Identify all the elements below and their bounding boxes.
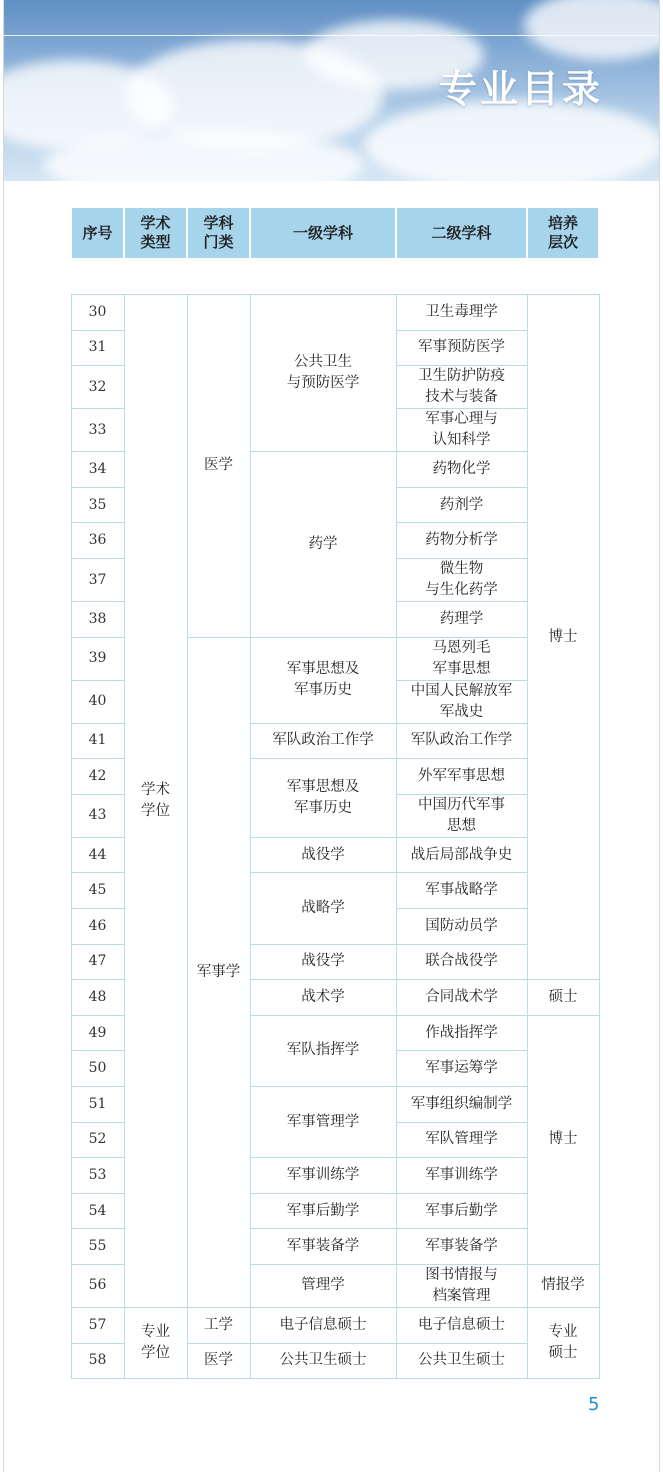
row-number: 37 [71,559,124,602]
row-number: 38 [71,602,124,638]
row-number: 47 [71,944,124,980]
level2-cell: 军队政治工作学 [396,723,527,759]
row-number: 34 [71,452,124,488]
page-title: 专业目录 [438,67,603,111]
row-number: 39 [71,637,124,680]
row-number: 48 [71,980,124,1016]
row-number: 53 [71,1158,124,1194]
category-military: 军事学 [187,637,250,1307]
row-number: 44 [71,837,124,873]
row-number: 57 [71,1307,124,1343]
row-number: 35 [71,487,124,523]
level1-campaign: 战役学 [250,837,396,873]
row-number: 40 [71,680,124,723]
level2-cell: 军事运筹学 [396,1051,527,1087]
level2-cell: 军事后勤学 [396,1193,527,1229]
level1-military-management: 军事管理学 [250,1087,396,1158]
level1-military-logistics: 军事后勤学 [250,1193,396,1229]
row-number: 51 [71,1087,124,1123]
row-number: 32 [71,366,124,409]
type-professional: 专业 学位 [124,1307,187,1378]
level2-cell: 中国历代军事 思想 [396,794,527,837]
row-number: 43 [71,794,124,837]
level2-cell: 电子信息硕士 [396,1307,527,1343]
header-row [71,207,599,259]
row-number: 52 [71,1122,124,1158]
level1-tactics: 战术学 [250,980,396,1016]
level2-cell: 军事战略学 [396,873,527,909]
level2-cell: 情报学 [527,1264,599,1307]
row-number: 33 [71,409,124,452]
major-catalog-table [70,206,600,1379]
level2-cell: 药物化学 [396,452,527,488]
level1-electronic: 电子信息硕士 [250,1307,396,1343]
header-seq: 序号 [71,207,124,259]
degree-master: 硕士 [527,980,599,1016]
level1-library: 图书情报与 档案管理 [396,1264,527,1307]
row-number: 31 [71,330,124,366]
level1-pharmacy: 药学 [250,452,396,637]
category-medicine: 医学 [187,295,250,638]
row-number: 58 [71,1343,124,1379]
category-engineering: 工学 [187,1307,250,1343]
level1-public-health-master: 公共卫生硕士 [250,1343,396,1379]
row-number: 45 [71,873,124,909]
degree-professional-master: 专业 硕士 [527,1307,599,1378]
level1-military-training: 军事训练学 [250,1158,396,1194]
level2-cell: 外军军事思想 [396,759,527,795]
row-number: 55 [71,1229,124,1265]
row-number: 54 [71,1193,124,1229]
level2-cell: 军事装备学 [396,1229,527,1265]
level2-cell: 药剂学 [396,487,527,523]
level2-cell: 军事预防医学 [396,330,527,366]
banner-rule [4,35,659,36]
level2-cell: 军事心理与 认知科学 [396,409,527,452]
type-academic: 学术 学位 [124,295,187,1308]
degree-doctor: 博士 [527,295,599,980]
level2-cell: 中国人民解放军 军战史 [396,680,527,723]
level2-cell: 卫生防护防疫 技术与装备 [396,366,527,409]
level1-military-thought: 军事思想及 军事历史 [250,759,396,838]
row-number: 41 [71,723,124,759]
level2-cell: 马恩列毛 军事思想 [396,637,527,680]
level1-political-work: 军队政治工作学 [250,723,396,759]
row-number: 36 [71,523,124,559]
degree-doctor: 博士 [527,1015,599,1264]
level2-cell: 药理学 [396,602,527,638]
level2-cell: 卫生毒理学 [396,295,527,331]
level2-cell: 作战指挥学 [396,1015,527,1051]
table-row [71,295,599,331]
header-degree: 培养 层次 [527,207,599,259]
category-medicine: 医学 [187,1343,250,1379]
row-number: 46 [71,909,124,945]
level1-command: 军队指挥学 [250,1015,396,1086]
level2-cell: 军队管理学 [396,1122,527,1158]
level1-military-thought: 军事思想及 军事历史 [250,637,396,723]
level2-cell: 国防动员学 [396,909,527,945]
level2-cell: 军事组织编制学 [396,1087,527,1123]
header-type: 学术 类型 [124,207,187,259]
page-number: 5 [588,1394,600,1415]
page [3,0,660,1472]
row-number: 50 [71,1051,124,1087]
header-category: 学科 门类 [187,207,250,259]
level1-public-health: 公共卫生 与预防医学 [250,295,396,452]
row-number: 49 [71,1015,124,1051]
row-number: 30 [71,295,124,331]
level2-cell: 军事训练学 [396,1158,527,1194]
level2-cell: 战后局部战争史 [396,837,527,873]
header-level1: 一级学科 [250,207,396,259]
level2-cell: 公共卫生硕士 [396,1343,527,1379]
level2-cell: 联合战役学 [396,944,527,980]
level1-military-equipment: 军事装备学 [250,1229,396,1265]
level1-strategy: 战略学 [250,873,396,944]
sky-banner [4,0,659,181]
level2-cell: 微生物 与生化药学 [396,559,527,602]
level1-campaign: 战役学 [250,944,396,980]
header-level2: 二级学科 [396,207,527,259]
level2-cell: 合同战术学 [396,980,527,1016]
row-number: 56 [71,1264,124,1307]
row-number: 42 [71,759,124,795]
category-management: 管理学 [250,1264,396,1307]
level2-cell: 药物分析学 [396,523,527,559]
table-row [71,1307,599,1343]
